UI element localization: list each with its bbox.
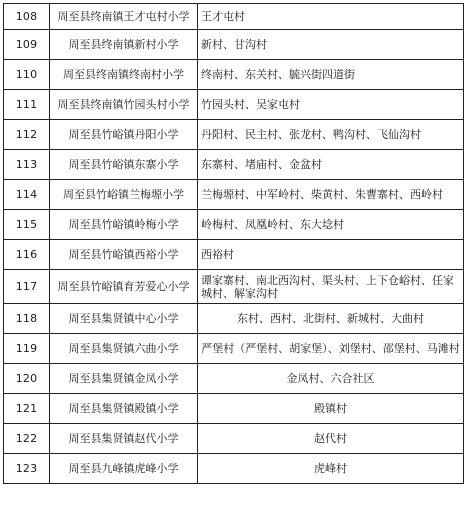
school-name: 周至县终南镇竹园头村小学	[50, 90, 198, 120]
table-row	[4, 180, 464, 210]
village-list: 西裕村	[198, 240, 464, 270]
village-list: 丹阳村、民主村、张龙村、鸭沟村、飞仙沟村	[198, 120, 464, 150]
village-list: 竹园头村、吴家屯村	[198, 90, 464, 120]
row-number: 112	[4, 120, 50, 150]
row-number: 108	[4, 4, 50, 30]
table-row	[4, 334, 464, 364]
school-name: 周至县集贤镇金凤小学	[50, 364, 198, 394]
table-row	[4, 30, 464, 60]
village-list: 殿镇村	[198, 394, 464, 424]
school-name: 周至县竹峪镇西裕小学	[50, 240, 198, 270]
school-name: 周至县集贤镇六曲小学	[50, 334, 198, 364]
school-name: 周至县集贤镇殿镇小学	[50, 394, 198, 424]
row-number: 115	[4, 210, 50, 240]
row-number: 110	[4, 60, 50, 90]
row-number: 116	[4, 240, 50, 270]
table-row	[4, 240, 464, 270]
table-row	[4, 270, 464, 304]
school-name: 周至县竹峪镇育芳爱心小学	[50, 270, 198, 304]
village-list: 王才屯村	[198, 4, 464, 30]
village-list: 兰梅塬村、中军岭村、柴黄村、朱曹寨村、西岭村	[198, 180, 464, 210]
village-list: 赵代村	[198, 424, 464, 454]
table-row	[4, 304, 464, 334]
school-name: 周至县终南镇终南村小学	[50, 60, 198, 90]
table-row	[4, 90, 464, 120]
table-row	[4, 454, 464, 484]
school-name: 周至县集贤镇赵代小学	[50, 424, 198, 454]
school-name: 周至县竹峪镇丹阳小学	[50, 120, 198, 150]
school-name: 周至县竹峪镇兰梅塬小学	[50, 180, 198, 210]
school-name: 周至县终南镇王才屯村小学	[50, 4, 198, 30]
row-number: 111	[4, 90, 50, 120]
school-name: 周至县竹峪镇东寨小学	[50, 150, 198, 180]
village-list: 严堡村（严堡村、胡家堡）、刘堡村、邵堡村、马滩村	[198, 334, 464, 364]
table-row	[4, 4, 464, 30]
table-row	[4, 364, 464, 394]
school-name: 周至县集贤镇中心小学	[50, 304, 198, 334]
school-district-table	[3, 3, 464, 484]
school-district-table-page	[3, 3, 463, 484]
village-list: 金凤村、六合社区	[198, 364, 464, 394]
village-list: 终南村、东关村、毓兴街四道街	[198, 60, 464, 90]
school-name: 周至县终南镇新村小学	[50, 30, 198, 60]
row-number: 118	[4, 304, 50, 334]
village-list: 岭梅村、凤凰岭村、东大埝村	[198, 210, 464, 240]
row-number: 121	[4, 394, 50, 424]
row-number: 114	[4, 180, 50, 210]
table-row	[4, 150, 464, 180]
village-list: 东寨村、堵庙村、金盆村	[198, 150, 464, 180]
table-row	[4, 60, 464, 90]
row-number: 117	[4, 270, 50, 304]
village-list: 虎峰村	[198, 454, 464, 484]
row-number: 119	[4, 334, 50, 364]
table-row	[4, 424, 464, 454]
table-body	[4, 4, 464, 484]
row-number: 109	[4, 30, 50, 60]
row-number: 120	[4, 364, 50, 394]
row-number: 122	[4, 424, 50, 454]
row-number: 113	[4, 150, 50, 180]
table-row	[4, 394, 464, 424]
village-list: 谭家寨村、南北西沟村、渠头村、上下仓峪村、任家城村、解家沟村	[198, 270, 464, 304]
school-name: 周至县九峰镇虎峰小学	[50, 454, 198, 484]
village-list: 新村、甘沟村	[198, 30, 464, 60]
school-name: 周至县竹峪镇岭梅小学	[50, 210, 198, 240]
row-number: 123	[4, 454, 50, 484]
table-row	[4, 210, 464, 240]
village-list: 东村、西村、北街村、新城村、大曲村	[198, 304, 464, 334]
table-row	[4, 120, 464, 150]
